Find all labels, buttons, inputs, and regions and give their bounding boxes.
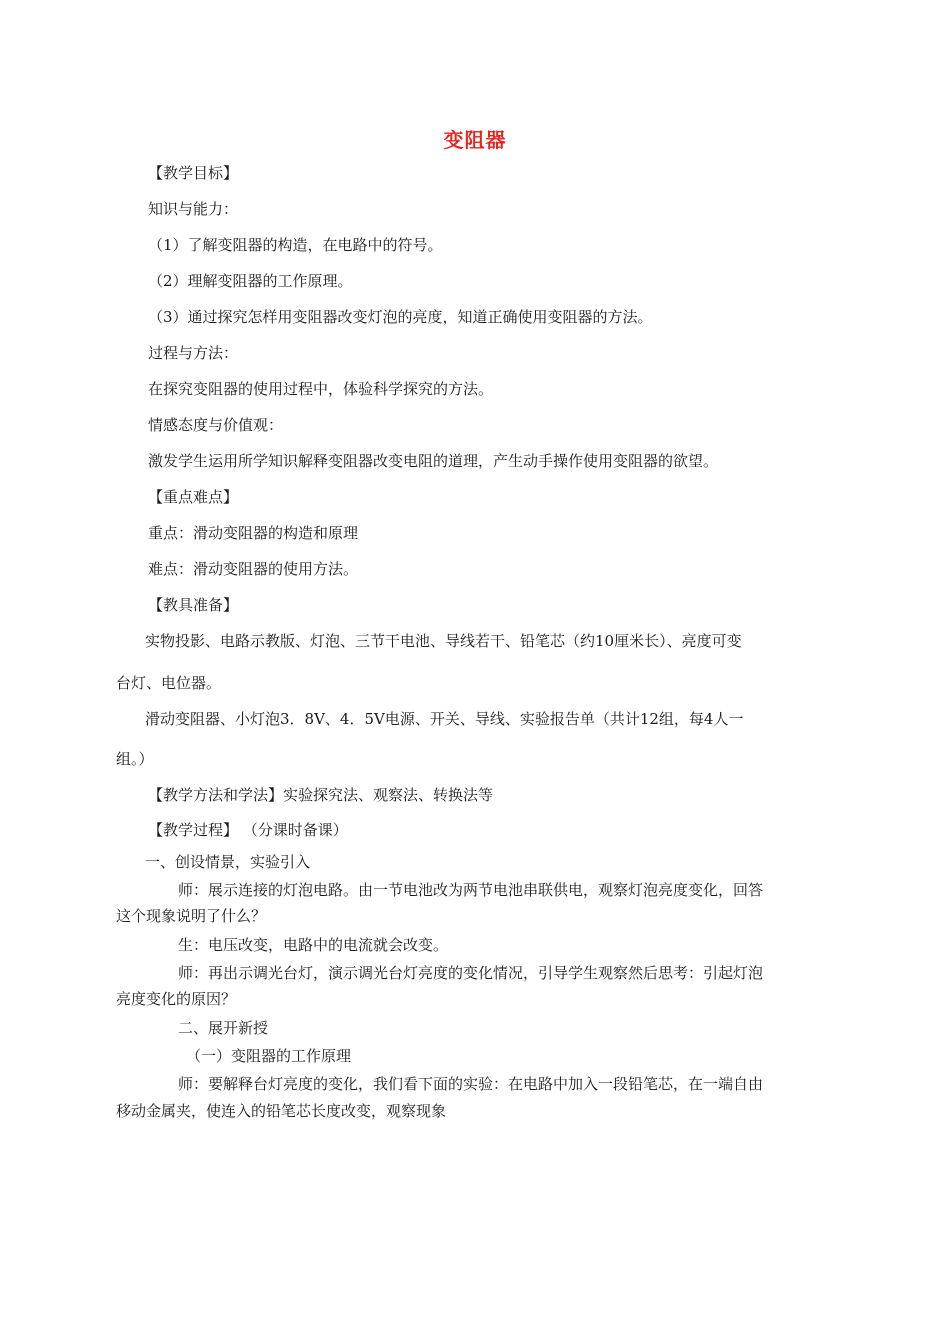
teacher-line-3b: 移动金属夹，使连入的铅笔芯长度改变，观察现象 — [116, 1102, 447, 1120]
document-title: 变阻器 — [443, 128, 507, 152]
tools-line-1b: 台灯、电位器。 — [116, 674, 222, 692]
teacher-line-1b: 这个现象说明了什么？ — [116, 907, 267, 925]
teacher-line-2a: 师：再出示调光台灯，演示调光台灯亮度的变化情况，引导学生观察然后思考：引起灯泡 — [178, 964, 764, 982]
process-text: 在探究变阻器的使用过程中，体验科学探究的方法。 — [148, 380, 494, 398]
section-1-title: 一、创设情景，实验引入 — [145, 853, 311, 871]
heading-procedure: 【教学过程】 （分课时备课） — [148, 821, 348, 839]
subheading-knowledge: 知识与能力： — [148, 200, 239, 218]
heading-teaching-goals: 【教学目标】 — [148, 164, 239, 182]
student-line-1: 生：电压改变，电路中的电流就会改变。 — [178, 936, 449, 954]
tools-line-1a: 实物投影、电路示教版、灯泡、三节干电池、导线若干、铅笔芯（约10厘米长）、亮度可变 — [145, 632, 742, 650]
subsection-1-title: （一）变阻器的工作原理 — [186, 1047, 352, 1065]
teacher-line-3a: 师：要解释台灯亮度的变化，我们看下面的实验：在电路中加入一段铅笔芯，在一端自由 — [178, 1075, 764, 1093]
goal-item-2: （2）理解变阻器的工作原理。 — [148, 272, 353, 290]
heading-methods: 【教学方法和学法】实验探究法、观察法、转换法等 — [148, 786, 494, 804]
subheading-emotion: 情感态度与价值观： — [148, 416, 284, 434]
tools-line-2b: 组。） — [116, 750, 154, 768]
goal-item-1: （1）了解变阻器的构造，在电路中的符号。 — [148, 236, 443, 254]
section-2-title: 二、展开新授 — [178, 1019, 269, 1037]
key-point: 重点：滑动变阻器的构造和原理 — [148, 524, 359, 542]
tools-line-2a: 滑动变阻器、小灯泡3．8V、4．5V电源、开关、导线、实验报告单（共计12组，每4人一 — [145, 710, 744, 728]
heading-tools: 【教具准备】 — [148, 596, 239, 614]
goal-item-3: （3）通过探究怎样用变阻器改变灯泡的亮度，知道正确使用变阻器的方法。 — [148, 308, 653, 326]
difficult-point: 难点：滑动变阻器的使用方法。 — [148, 560, 359, 578]
teacher-line-1a: 师：展示连接的灯泡电路。由一节电池改为两节电池串联供电，观察灯泡亮度变化，回答 — [178, 881, 764, 899]
subheading-process: 过程与方法： — [148, 344, 239, 362]
heading-key-points: 【重点难点】 — [148, 488, 239, 506]
emotion-text: 激发学生运用所学知识解释变阻器改变电阻的道理，产生动手操作使用变阻器的欲望。 — [148, 452, 719, 470]
teacher-line-2b: 亮度变化的原因？ — [116, 990, 237, 1008]
